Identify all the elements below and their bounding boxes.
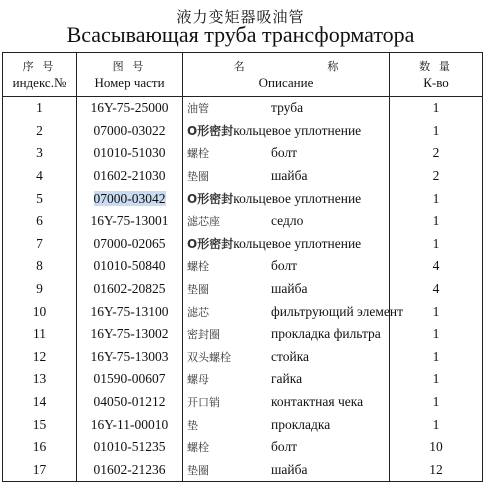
- row-description: [183, 165, 390, 188]
- header-qty-ru: К-во: [423, 74, 449, 90]
- row-description: [183, 120, 390, 143]
- row-index: 6: [3, 210, 77, 233]
- part-number-text: 01590-00607: [93, 371, 166, 387]
- part-number-text: 07000-03022: [93, 122, 166, 138]
- row-part-number: [77, 368, 183, 391]
- row-quantity: 1: [390, 368, 483, 391]
- description-cn: 密封圈: [187, 329, 220, 342]
- table-row: [3, 278, 483, 301]
- row-quantity: 1: [390, 120, 483, 143]
- row-description: [183, 459, 390, 482]
- row-index: 10: [3, 300, 77, 323]
- row-description: [183, 300, 403, 323]
- description-ru: кольцевое уплотнение: [233, 236, 362, 252]
- part-number-text: 01602-21030: [93, 168, 166, 184]
- table-row: [3, 368, 483, 391]
- description-cn: 双头螺栓: [187, 351, 231, 364]
- table-body: [3, 97, 483, 482]
- part-number-text: 01010-51030: [93, 145, 166, 161]
- description-ru: шайба: [271, 461, 308, 477]
- row-quantity: 12: [390, 459, 483, 482]
- description-ru: шайба: [271, 281, 308, 297]
- description-ru: кольцевое уплотнение: [233, 123, 362, 139]
- description-ru: гайка: [271, 371, 303, 387]
- row-part-number: [77, 187, 183, 210]
- part-number-text: 04050-01212: [93, 394, 166, 410]
- row-part-number: [77, 346, 183, 369]
- table-row: [3, 120, 483, 143]
- part-number-text: 16Y-75-13002: [90, 326, 169, 342]
- description-ru: контактная чека: [271, 394, 364, 410]
- description-cn: 开口销: [187, 397, 220, 410]
- row-quantity: 4: [390, 278, 483, 301]
- table-row: [3, 391, 483, 414]
- row-description: [183, 368, 390, 391]
- row-part-number: [77, 413, 183, 436]
- row-description: [183, 187, 390, 210]
- row-description: [183, 436, 390, 459]
- header-desc-cn: 名 称: [233, 60, 379, 73]
- row-index: 17: [3, 459, 77, 482]
- title-russian: Всасывающая труба трансформатора: [66, 22, 415, 47]
- description-ru: болт: [271, 258, 298, 274]
- description-cn: 垫圈: [187, 284, 209, 297]
- description-cn: 垫: [187, 419, 198, 432]
- part-number-text: 16Y-75-13003: [90, 348, 169, 364]
- row-index: 9: [3, 278, 77, 301]
- title-chinese: 液力变矩器吸油管: [176, 8, 305, 26]
- row-quantity: 10: [390, 436, 483, 459]
- row-part-number: [77, 255, 183, 278]
- row-index: 2: [3, 120, 77, 143]
- row-description: [183, 233, 390, 256]
- part-number-text: 16Y-75-13100: [90, 303, 169, 319]
- description-cn: O形密封: [187, 124, 234, 139]
- table-row: [3, 187, 483, 210]
- row-quantity: 2: [390, 142, 483, 165]
- row-quantity: 1: [390, 391, 483, 414]
- description-cn: 螺栓: [187, 442, 209, 455]
- row-part-number: [77, 300, 183, 323]
- row-part-number: [77, 323, 183, 346]
- description-ru: болт: [271, 439, 298, 455]
- description-ru: шайба: [271, 168, 308, 184]
- part-number-text: 16Y-75-25000: [90, 100, 169, 116]
- row-part-number: [77, 436, 183, 459]
- row-index: 8: [3, 255, 77, 278]
- row-index: 4: [3, 165, 77, 188]
- row-description: [183, 413, 390, 436]
- row-quantity: 1: [390, 210, 483, 233]
- row-description: [183, 142, 390, 165]
- table-row: [3, 300, 483, 323]
- row-part-number: [77, 165, 183, 188]
- part-number-text: 16Y-75-13001: [90, 213, 169, 229]
- description-cn: 螺母: [187, 374, 209, 387]
- table-row: [3, 323, 483, 346]
- description-ru: прокладка фильтра: [271, 326, 381, 342]
- part-number-text: 16Y-11-00010: [90, 416, 169, 432]
- row-index: 16: [3, 436, 77, 459]
- description-cn: 螺栓: [187, 148, 209, 161]
- row-index: 12: [3, 346, 77, 369]
- row-quantity: 1: [390, 300, 483, 323]
- table-row: [3, 413, 483, 436]
- description-cn: 油管: [187, 103, 209, 116]
- table-row: [3, 255, 483, 278]
- description-ru: труба: [271, 100, 304, 116]
- row-part-number: [77, 459, 183, 482]
- description-cn: O形密封: [187, 192, 234, 207]
- table-row: [3, 142, 483, 165]
- row-index: 11: [3, 323, 77, 346]
- description-ru: болт: [271, 145, 298, 161]
- header-part-cn: 图 号: [112, 60, 147, 73]
- row-part-number: [77, 142, 183, 165]
- part-number-text: 01602-21236: [93, 461, 166, 477]
- table-row: [3, 165, 483, 188]
- row-part-number: [77, 233, 183, 256]
- description-cn: 滤芯座: [187, 216, 220, 229]
- row-description: [183, 97, 390, 120]
- table-row: [3, 459, 483, 482]
- description-ru: седло: [271, 213, 304, 229]
- row-quantity: 1: [390, 323, 483, 346]
- table-row: [3, 436, 483, 459]
- description-cn: 垫圈: [187, 464, 209, 477]
- description-ru: стойка: [271, 348, 310, 364]
- row-index: 7: [3, 233, 77, 256]
- row-index: 15: [3, 413, 77, 436]
- row-description: [183, 323, 390, 346]
- row-quantity: 2: [390, 165, 483, 188]
- header-part-ru: Номер части: [94, 74, 165, 90]
- part-number-text: 01602-20825: [93, 281, 166, 297]
- row-quantity: 1: [390, 233, 483, 256]
- row-description: [183, 255, 390, 278]
- description-cn: 滤芯: [187, 306, 209, 319]
- row-description: [183, 278, 390, 301]
- row-description: [183, 391, 390, 414]
- header-description: [183, 53, 390, 97]
- header-index: [3, 53, 77, 97]
- row-description: [183, 346, 390, 369]
- row-part-number: [77, 210, 183, 233]
- part-number-text: 07000-02065: [93, 235, 166, 251]
- row-part-number: [77, 97, 183, 120]
- row-quantity: 1: [390, 97, 483, 120]
- header-qty-cn: 数 量: [419, 60, 453, 73]
- description-cn: 螺栓: [187, 261, 209, 274]
- table-row: [3, 346, 483, 369]
- description-cn: O形密封: [187, 237, 234, 252]
- row-quantity: 1: [390, 346, 483, 369]
- description-ru: кольцевое уплотнение: [233, 191, 362, 207]
- header-quantity: [390, 53, 483, 97]
- row-part-number: [77, 120, 183, 143]
- part-number-text: 01010-50840: [93, 258, 166, 274]
- row-part-number: [77, 391, 183, 414]
- row-quantity: 1: [390, 413, 483, 436]
- row-index: 5: [3, 187, 77, 210]
- row-index: 3: [3, 142, 77, 165]
- row-quantity: 1: [390, 187, 483, 210]
- description-ru: фильтрующий элемент: [271, 303, 403, 319]
- description-ru: прокладка: [271, 416, 331, 432]
- row-description: [183, 210, 390, 233]
- header-desc-ru: Описание: [258, 74, 314, 90]
- table-header-row: [3, 53, 483, 97]
- row-index: 13: [3, 368, 77, 391]
- row-part-number: [77, 278, 183, 301]
- description-cn: 垫圈: [187, 171, 209, 184]
- header-index-ru: индекс.№: [12, 74, 67, 90]
- row-index: 1: [3, 97, 77, 120]
- row-index: 14: [3, 391, 77, 414]
- parts-table: [2, 52, 483, 482]
- row-quantity: 4: [390, 255, 483, 278]
- table-row: [3, 97, 483, 120]
- header-index-cn: 序 号: [22, 60, 57, 73]
- header-part-number: [77, 53, 183, 97]
- table-row: [3, 210, 483, 233]
- table-row: [3, 233, 483, 256]
- part-number-text: 01010-51235: [93, 439, 166, 455]
- part-number-text: 07000-03042: [93, 190, 166, 206]
